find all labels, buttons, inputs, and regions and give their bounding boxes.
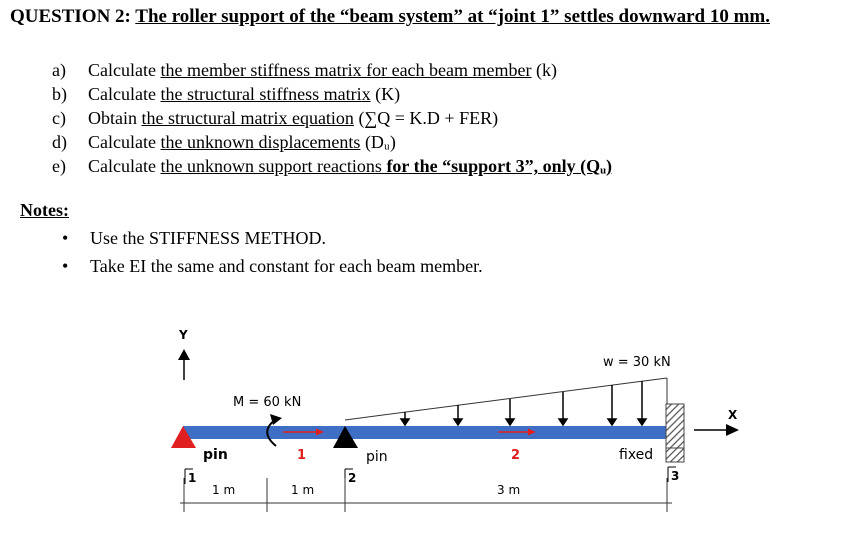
part-underlined: the unknown support reactions bbox=[160, 156, 382, 176]
distributed-load bbox=[345, 378, 667, 425]
part-text: Calculate bbox=[88, 132, 161, 152]
question-statement: The roller support of the “beam system” at “joint 1” settles downward 10 mm. bbox=[135, 6, 770, 27]
part-text: Obtain bbox=[88, 108, 142, 128]
part-text: Calculate bbox=[88, 84, 161, 104]
part-tail: (∑Q = K.D + FER) bbox=[353, 108, 499, 128]
y-axis-arrow bbox=[178, 349, 190, 380]
x-axis-label: X bbox=[728, 408, 738, 422]
support-2-label: pin bbox=[366, 449, 388, 465]
part-tail: (K) bbox=[370, 84, 401, 104]
notes-heading: Notes: bbox=[20, 200, 69, 220]
part-label: a) bbox=[52, 60, 66, 80]
x-axis-arrow bbox=[694, 424, 739, 436]
part-text: Calculate bbox=[88, 156, 161, 176]
part-label: e) bbox=[52, 156, 66, 176]
note-text: Take EI the same and constant for each beam member. bbox=[90, 256, 483, 276]
bullet-icon: • bbox=[62, 256, 69, 276]
part-tail: (k) bbox=[531, 60, 557, 80]
dimension-1-label: 1 m bbox=[212, 483, 236, 497]
part-underlined: the member stiffness matrix for each beam member bbox=[160, 60, 532, 80]
question-prefix: QUESTION 2: bbox=[10, 6, 136, 27]
part-tail: (Dᵤ) bbox=[360, 132, 396, 152]
part-text: Calculate bbox=[88, 60, 161, 80]
note-text: Use the STIFFNESS METHOD. bbox=[90, 228, 327, 248]
fixed-support-icon bbox=[666, 404, 684, 448]
part-underlined: the unknown displacements bbox=[160, 132, 361, 152]
fixed-support-base-icon bbox=[666, 448, 684, 462]
part-label: c) bbox=[52, 108, 66, 128]
part-underlined: the structural stiffness matrix bbox=[160, 84, 371, 104]
part-label: b) bbox=[52, 84, 67, 104]
part-label: d) bbox=[52, 132, 67, 152]
member-1-label: 1 bbox=[297, 448, 307, 463]
dimension-3-label: 3 m bbox=[497, 483, 521, 497]
beam bbox=[183, 426, 667, 439]
part-underlined: the structural matrix equation bbox=[141, 108, 354, 128]
member-2-label: 2 bbox=[511, 448, 521, 463]
joint-1-label: 1 bbox=[188, 471, 197, 485]
part-tail-bold: for the “support 3”, only (Qᵤ) bbox=[381, 156, 612, 176]
dimension-2-label: 1 m bbox=[291, 483, 315, 497]
joint-2-label: 2 bbox=[348, 471, 357, 485]
load-label: w = 30 kN bbox=[603, 355, 671, 370]
dimension-line bbox=[180, 478, 672, 512]
joint-3-label: 3 bbox=[671, 469, 680, 483]
support-3-label: fixed bbox=[619, 447, 654, 463]
moment-label: M = 60 kN bbox=[233, 395, 302, 410]
bullet-icon: • bbox=[62, 228, 69, 248]
y-axis-label: Y bbox=[179, 328, 188, 342]
support-1-label: pin bbox=[203, 447, 228, 463]
